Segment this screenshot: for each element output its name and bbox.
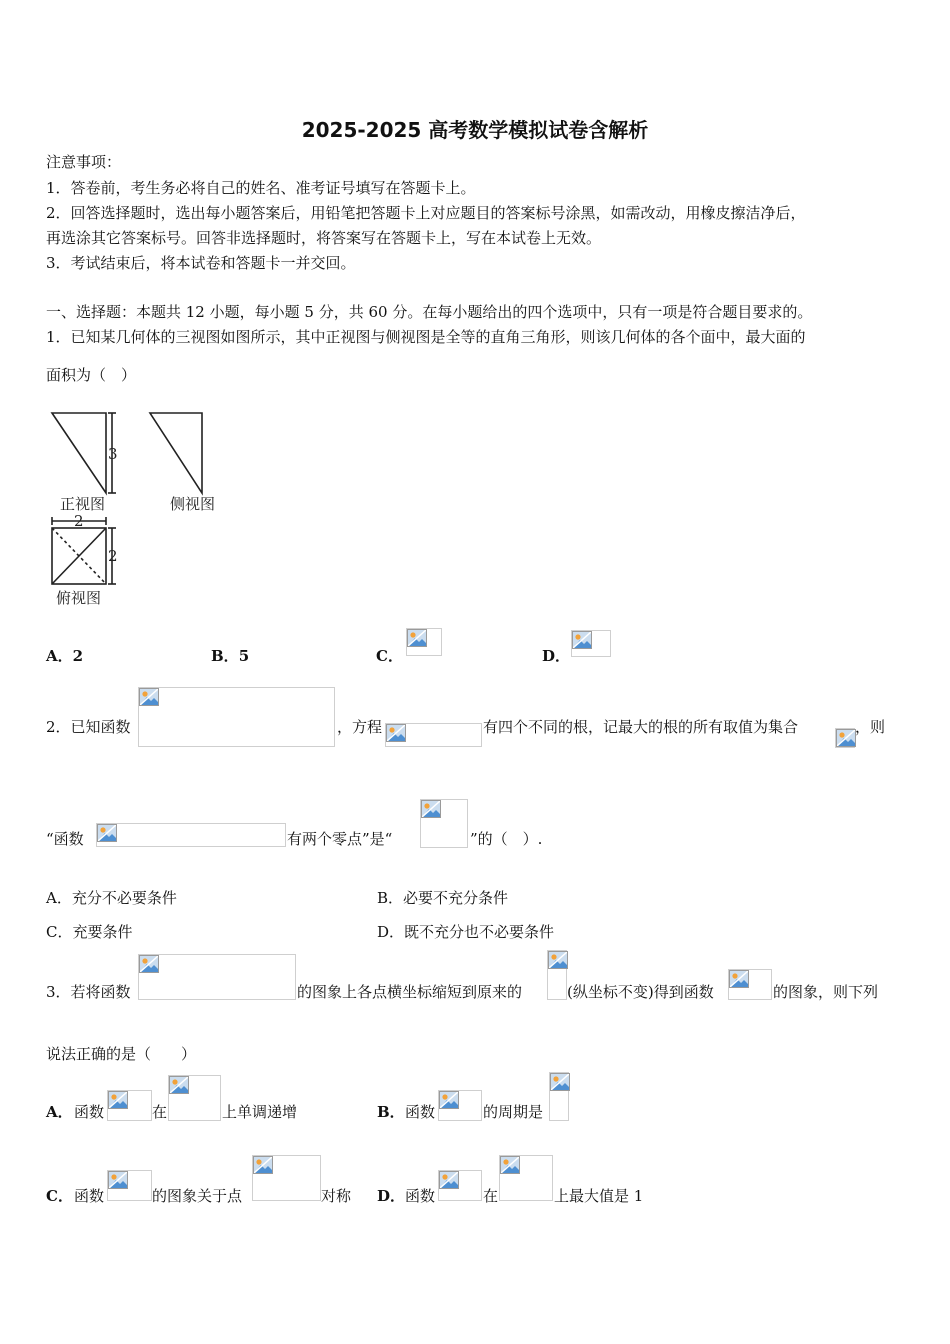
broken-image-icon (169, 1076, 189, 1094)
broken-image-icon (253, 1156, 273, 1174)
formula-image (385, 723, 482, 747)
q2-text: 有四个不同的根，记最大的根的所有取值为集合 (483, 718, 799, 736)
q2-text: ，方程 (337, 718, 383, 736)
q3-text: 上最大值是 1 (554, 1187, 644, 1205)
q3-text: 函数 (74, 1103, 105, 1121)
formula-image (728, 969, 772, 1000)
broken-image-icon (108, 1091, 128, 1109)
q3-text: 在 (152, 1103, 168, 1121)
q3-text: 的周期是 (483, 1103, 544, 1121)
q2-text: ”的（ ）. (470, 830, 543, 848)
notice-item: 3．考试结束后，将本试卷和答题卡一并交回。 (46, 254, 356, 272)
q2-text: ，则 (855, 718, 886, 736)
broken-image-icon (439, 1091, 459, 1109)
q2-text: “函数 (46, 830, 84, 848)
top-view-label: 俯视图 (56, 589, 102, 607)
q1-option-c-label: C． (376, 647, 403, 665)
section-heading: 一、选择题：本题共 12 小题，每小题 5 分，共 60 分。在每小题给出的四个选项中，只有一项是符合题目要求的。 (46, 303, 813, 321)
q1-option-a: A．2 (46, 647, 84, 665)
q3-text: 对称 (321, 1187, 352, 1205)
broken-image-icon (550, 1073, 570, 1091)
question-1-text: 1．已知某几何体的三视图如图所示，其中正视图与侧视图是全等的直角三角形，则该几何体的各个面中，最大面的 (46, 328, 806, 346)
broken-image-icon (108, 1171, 128, 1189)
q3-text: 函数 (405, 1187, 436, 1205)
broken-image-icon (386, 724, 406, 742)
q2-option-d: D．既不充分也不必要条件 (377, 923, 555, 941)
q3-text: 的图象上各点横坐标缩短到原来的 (297, 983, 523, 1001)
broken-image-icon (97, 824, 117, 842)
broken-image-icon (439, 1171, 459, 1189)
formula-image (438, 1170, 482, 1201)
q3-text: 说法正确的是（ ） (46, 1045, 197, 1063)
q3-text: 3．若将函数 (46, 983, 131, 1001)
formula-image (571, 630, 611, 657)
q3-text: 的图象关于点 (152, 1187, 243, 1205)
q3-text: 在 (483, 1187, 499, 1205)
formula-image (406, 628, 442, 656)
q3-text: 的图象，则下列 (773, 983, 879, 1001)
page-title: 2025-2025 高考数学模拟试卷含解析 (301, 118, 649, 142)
formula-image (547, 950, 567, 1000)
notice-heading: 注意事项： (46, 153, 122, 171)
broken-image-icon (572, 631, 592, 649)
broken-image-icon (500, 1156, 520, 1174)
formula-image (138, 687, 335, 747)
formula-image (499, 1155, 553, 1201)
q2-option-a: A．充分不必要条件 (46, 889, 177, 907)
dim-depth-label: 2 (108, 547, 118, 565)
broken-image-icon (407, 629, 427, 647)
q3-option-a-label: A． (46, 1103, 73, 1121)
q3-option-c-label: C． (46, 1187, 73, 1205)
broken-image-icon (139, 955, 159, 973)
broken-image-icon (836, 729, 856, 747)
notice-item: 2．回答选择题时，选出每小题答案后，用铅笔把答题卡上对应题目的答案标号涂黑，如需改动，用橡皮擦洁净后， (46, 204, 806, 222)
q3-text: 函数 (74, 1187, 105, 1205)
dim-width-label: 2 (74, 512, 84, 530)
formula-image (252, 1155, 321, 1201)
three-view-figure (44, 405, 244, 610)
formula-image (96, 823, 286, 847)
broken-image-icon (729, 970, 749, 988)
q3-text: (纵坐标不变)得到函数 (567, 983, 714, 1001)
q3-option-b-label: B． (377, 1103, 405, 1121)
formula-image (438, 1090, 482, 1121)
formula-image (107, 1090, 152, 1121)
formula-image (420, 799, 468, 848)
front-view-label: 正视图 (60, 495, 106, 513)
side-view-triangle (150, 413, 202, 493)
notice-item: 再选涂其它答案标号。回答非选择题时，将答案写在答题卡上，写在本试卷上无效。 (46, 229, 602, 247)
formula-image (107, 1170, 152, 1201)
broken-image-icon (139, 688, 159, 706)
front-view-triangle (52, 413, 106, 493)
side-view-label: 侧视图 (170, 495, 216, 513)
broken-image-icon (548, 951, 568, 969)
q2-option-c: C．充要条件 (46, 923, 133, 941)
q1-option-d-label: D． (542, 647, 571, 665)
notice-item: 1．答卷前，考生务必将自己的姓名、准考证号填写在答题卡上。 (46, 179, 476, 197)
q1-option-b: B．5 (211, 647, 250, 665)
q2-text: 有两个零点”是“ (287, 830, 393, 848)
q2-option-b: B．必要不充分条件 (377, 889, 509, 907)
q2-text: 2．已知函数 (46, 718, 131, 736)
formula-image (138, 954, 296, 1000)
q3-text: 上单调递增 (222, 1103, 298, 1121)
question-1-text: 面积为（ ） (46, 366, 137, 384)
formula-image (835, 728, 855, 748)
dim-height-label: 3 (108, 445, 118, 463)
broken-image-icon (421, 800, 441, 818)
q3-option-d-label: D． (377, 1187, 406, 1205)
q3-text: 函数 (405, 1103, 436, 1121)
formula-image (168, 1075, 221, 1121)
formula-image (549, 1072, 569, 1121)
